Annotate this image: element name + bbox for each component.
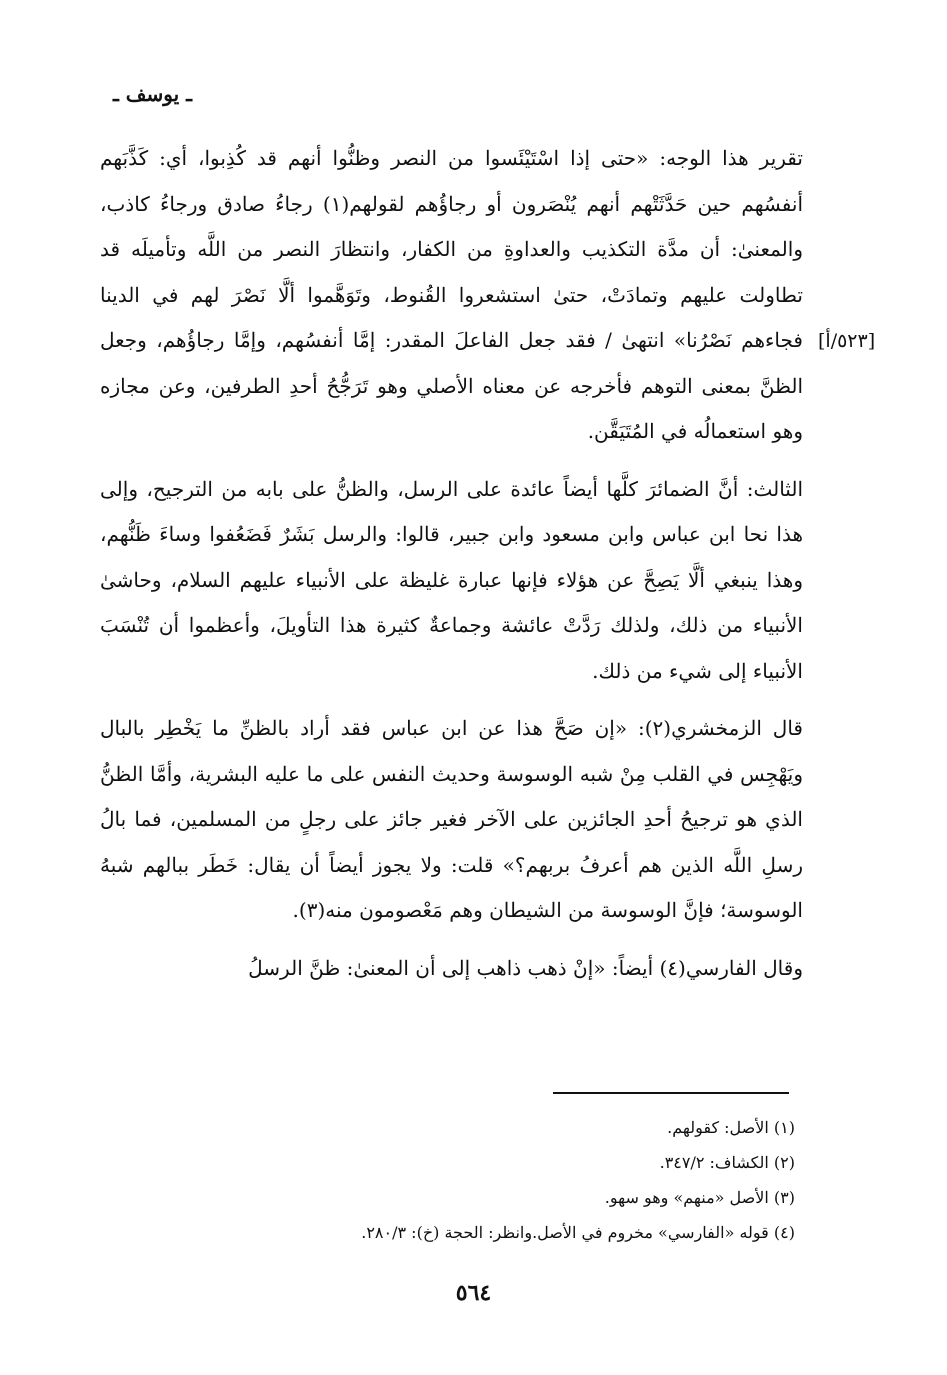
page-number: ٥٦٤: [455, 1280, 492, 1306]
main-text: [100, 136, 803, 1003]
footnote: (٤) قوله «الفارسي» مخروم في الأصل.وانظر: الحجة (خ): ٢٨٠/٣.: [361, 1223, 795, 1242]
manuscript-folio-reference: [٥٢٣/أ]: [818, 330, 876, 352]
footnote: (٣) الأصل «منهم» وهو سهو.: [604, 1188, 795, 1207]
paragraph: قال الزمخشري(٢): «إن صَحَّ هذا عن ابن عباس فقد أراد بالظنِّ ما يَخْطِر بالبال ويَهْجِس في القلب مِنْ شبه الوسوسة وحديث النفس على ما عليه البشرية، وأمَّا الظنُّ الذي هو ترجيحُ أحدِ الجائزين على الآخر فغير جائز على رجلٍ من المسلمين، فما بالُ رسلِ اللَّه الذين هم أعرفُ بربهم؟» قلت: ولا يجوز أيضاً أن يقال: خَطَر ببالهم شبهُ الوسوسة؛ فإنَّ الوسوسة من الشيطان وهم مَعْصومون منه(٣).: [100, 716, 803, 922]
footnotes: [100, 1110, 795, 1250]
footnote: (٢) الكشاف: ٣٤٧/٢.: [659, 1153, 795, 1172]
paragraph: وقال الفارسي(٤) أيضاً: «إنْ ذهب ذاهب إلى أن المعنىٰ: ظنَّ الرسلُ: [248, 955, 803, 980]
running-header: ـ يوسف ـ: [112, 82, 192, 106]
footnote-separator: [553, 1092, 789, 1094]
footnote: (١) الأصل: كقولهم.: [667, 1118, 795, 1137]
paragraph: تقرير هذا الوجه: «حتى إذا اسْتَيْئَسوا من النصر وظنُّوا أنهم قد كُذِبوا، أي: كَذَّبَهم أنفسُهم حين حَدَّثَتْهم أنهم يُنْصَرون أو رجاؤُهم لقولهم(١) رجاءُ صادق ورجاءُ كاذب، والمعنىٰ: أن مدَّة التكذيب والعداوةِ من الكفار، وانتظارَ النصر من اللَّه وتأميلَه قد تطاولت عليهم وتمادَتْ، حتىٰ استشعروا القُنوط، وتَوَهَّموا ألَّا نَصْرَ لهم في الدينا فجاءهم نَصْرُنا» انتهىٰ / فقد جعل الفاعلَ المقدر: إمَّا أنفسُهم، وإمَّا رجاؤُهم، وجعل الظنَّ بمعنى التوهم فأخرجه عن معناه الأصلي وهو تَرَجُّحُ أحدِ الطرفين، وعن مجازه وهو استعمالُه في المُتَيَقَّن.: [100, 146, 803, 443]
paragraph: الثالث: أنَّ الضمائرَ كلَّها أيضاً عائدة على الرسل، والظنُّ على بابه من الترجيح، وإلى هذا نحا ابن عباس وابن مسعود وابن جبير، قالوا: والرسل بَشَرٌ فَضَعُفوا وساءَ ظَنُّهم، وهذا ينبغي ألَّا يَصِحَّ عن هؤلاء فإنها عبارة غليظة على الأنبياء عليهم السلام، وحاشىٰ الأنبياء من ذلك، ولذلك رَدَّتْ عائشة وجماعةٌ كثيرة هذا التأويلَ، وأعظموا أن تُنْسَبَ الأنبياء إلى شيء من ذلك.: [100, 476, 803, 683]
